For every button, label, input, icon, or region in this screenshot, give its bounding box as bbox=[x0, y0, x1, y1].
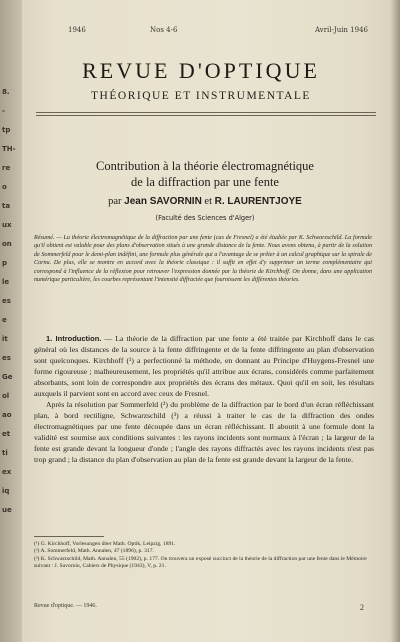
previous-page-edge bbox=[0, 0, 22, 642]
previous-page-fragment: - bbox=[2, 107, 5, 115]
body-paragraph-1-text: — La théorie de la diffraction par une fente a été traitée par Kirchhoff dans le cas général où les distances de la source à la fente diffringente et de la fente diffringente au plan d'observation sont quelconques. Kirchhoff (¹) a perfectionné la méthode, en donnant au Principe d'Huygens-Fresnel une forme rigoureuse ; malheureusement, les propriétés qu'il attribue aux écrans, considérés comme parfaitement absorbants, sont loin de correspondre aux propriétés des écrans des métaux. Quoi qu'il en soit, les résultats auxquels il parvient sont en accord avec ceux de Fresnel. bbox=[34, 334, 374, 398]
header-year: 1946 bbox=[68, 26, 86, 34]
header-issue-number: Nos 4-6 bbox=[150, 26, 178, 34]
journal-masthead: REVUE D'OPTIQUE bbox=[82, 58, 320, 83]
previous-page-fragment: TH- bbox=[2, 145, 16, 153]
and-word: et bbox=[204, 196, 212, 207]
footnotes bbox=[34, 541, 374, 571]
previous-page-fragment: es bbox=[2, 297, 11, 305]
previous-page-fragment: tp bbox=[2, 126, 11, 134]
footnote-2: (²) A. Sommerfeld, Math. Annalen, 47 (1896), p. 317. bbox=[34, 548, 154, 555]
journal-page bbox=[20, 0, 390, 642]
page-footer bbox=[34, 603, 374, 613]
article-title-line-2: de la diffraction par une fente bbox=[131, 175, 279, 189]
masthead-rule bbox=[36, 112, 376, 113]
footer-journal: Revue d'optique. — 1946. bbox=[34, 603, 97, 609]
article-title bbox=[50, 158, 360, 190]
article-title-line-1: Contribution à la théorie électromagnétique bbox=[96, 159, 314, 173]
body-paragraph-1 bbox=[34, 333, 374, 399]
previous-page-fragment: re bbox=[2, 164, 11, 172]
previous-page-fragment: e bbox=[2, 316, 7, 324]
body-paragraph-2: Après la résolution par Sommerfeld (²) du problème de la diffraction par le bord d'un écran réfléchissant plan, à bord rectiligne, Schwarzschild (³) a réussi à traiter le cas de la diffraction des ondes électromagnétiques par une fente découpée dans un écran réfléchissant. Il aboutit à une formule dont la validité est soumise aux conditions suivantes : les rayons incidents sont normaux à l'écran ; la largeur de la fente est grande devant la longueur d'onde ; l'angle des rayons diffractés avec les rayons incidents n'est pas trop grand ; la distance du plan d'observation au plan de la fente est grande devant la largeur de la fente. bbox=[34, 400, 374, 464]
author-1: Jean SAVORNIN bbox=[124, 196, 202, 207]
previous-page-fragment: on bbox=[2, 240, 12, 248]
previous-page-fragment: ue bbox=[2, 506, 12, 514]
header-date: Avril-Juin 1946 bbox=[314, 26, 368, 34]
previous-page-fragment: p bbox=[2, 259, 8, 267]
previous-page-fragment: et bbox=[2, 430, 11, 438]
article-authors bbox=[50, 196, 360, 207]
previous-page-fragment: ti bbox=[2, 449, 8, 457]
previous-page-fragment: ux bbox=[2, 221, 12, 229]
author-affiliation: (Faculté des Sciences d'Alger) bbox=[155, 214, 255, 222]
binding-shadow bbox=[390, 0, 400, 642]
previous-page-fragment: ex bbox=[2, 468, 12, 476]
by-word: par bbox=[108, 196, 122, 207]
previous-page-fragment: 8. bbox=[2, 88, 10, 96]
previous-page-fragment: ta bbox=[2, 202, 11, 210]
previous-page-fragment: o bbox=[2, 183, 7, 191]
previous-page-fragment: es bbox=[2, 354, 11, 362]
footnote-1: (¹) G. Kirchhoff, Vorlesungen über Math. Optik, Leipzig, 1891. bbox=[34, 541, 176, 547]
author-2: R. LAURENTJOYE bbox=[214, 196, 302, 207]
article-abstract: Résumé. — La théorie électromagnétique de la diffraction par une fente (cas de Fresnel) a été étudiée par K. Schwarzschild. La formule qu'il obtient est valable pour des plans d'observation situés à une grande distance de la fente. Nous avons obtenu, à partir de la solution de Sommerfeld pour le demi-plan indéfini, une formule plus générale qui a l'avantage de se prêter à un calcul graphique sur la spirale de Cornu. De plus, elle se montre en accord avec la théorie classique : il suffit en effet d'y supprimer un terme complémentaire qui correspond à l'influence de la réflexion pour retrouver l'expression donnée par la théorie de Kirchhoff. On donne, dans une application numérique particulière, les courbes représentant l'intensité diffractée que fournissent les différentes théories. bbox=[34, 235, 372, 284]
article-body bbox=[34, 333, 374, 465]
page-number: 2 bbox=[360, 603, 364, 612]
footnote-3: (³) K. Schwarzschild, Math. Annalen, 55 (1902), p. 177. On trouvera un exposé succinct de la théorie de la diffraction par une fente dans le Mémoire suivant : J. Savornin, Cahiers de Physique (1943), V, p. 21. bbox=[34, 555, 367, 570]
previous-page-fragment: le bbox=[2, 278, 10, 286]
footnote-rule bbox=[34, 536, 104, 537]
previous-page-fragment: ao bbox=[2, 411, 12, 419]
previous-page-fragment: Ge bbox=[2, 373, 13, 381]
previous-page-fragment: it bbox=[2, 335, 8, 343]
running-header bbox=[30, 26, 368, 38]
section-heading: 1. Introduction. bbox=[46, 334, 102, 343]
masthead-rule-thin bbox=[36, 115, 376, 116]
previous-page-fragment: ol bbox=[2, 392, 10, 400]
previous-page-fragment: iq bbox=[2, 487, 10, 495]
journal-subtitle: THÉORIQUE ET INSTRUMENTALE bbox=[91, 90, 311, 102]
